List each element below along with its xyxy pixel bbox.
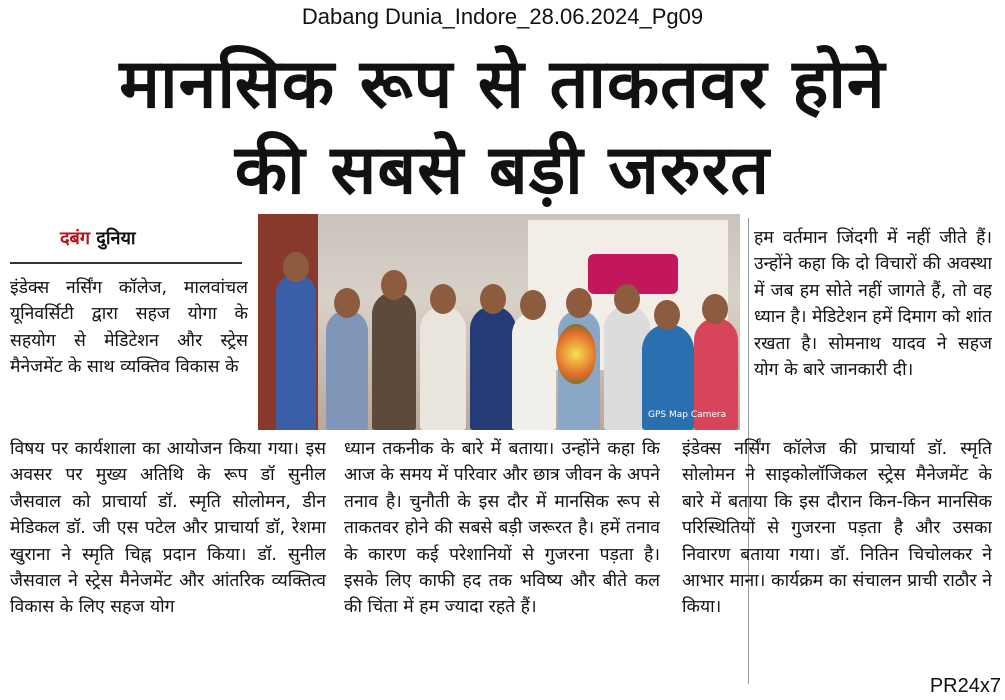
photo-watermark: GPS Map Camera xyxy=(648,410,727,420)
headline-line-2: की सबसे बड़ी जरुरत xyxy=(234,131,771,210)
person-5-head xyxy=(480,284,506,314)
size-code: PR24x7 xyxy=(929,675,1001,697)
article-column-2: ध्यान तकनीक के बारे में बताया। उन्होंने कहा कि आज के समय में परिवार और छात्र जीवन के अपने तनाव है। चुनौती के इस दौर में मानसिक रूप से ताकतवर होने की सबसे बड़ी जरूरत है। हमें तनाव के कारण कई परेशानियों से गुजरना पड़ता है। इसके लिए काफी हद तक भविष्य और बीते कल की चिंता में हम ज्यादा रहते हैं। xyxy=(344,439,660,618)
article-column-1-rest: विषय पर कार्यशाला का आयोजन किया गया। इस अवसर पर मुख्य अतिथि के रूप डॉ सुनील जैसवाल को प्राचार्या डॉ. स्मृति सोलोमन, डीन मेडिकल डॉ. जी एस पटेल और प्राचार्या डॉ, रेशमा खुराना ने स्मृति चिह्न प्रदान किया। डॉ. सुनील जैसवाल ने स्ट्रेस मैनेजमेंट और आंतरिक व्यक्तित्व विकास के लिए सहज योग xyxy=(10,439,326,618)
article-column-3-top: हम वर्तमान जिंदगी में नहीं जीते हैं। उन्होंने कहा कि दो विचारों की अवस्था में जब हम सोते नहीं जागते हैं, तो वह ध्यान है। मेडिटेशन हमें दिमाग को शांत रखता है। सोमनाथ यादव ने सहज योग के बारे जानकारी दी। xyxy=(754,228,992,381)
person-2 xyxy=(326,310,368,430)
person-5 xyxy=(470,306,516,430)
event-photo xyxy=(258,214,740,430)
person-4 xyxy=(420,306,466,430)
person-6 xyxy=(512,312,556,430)
headline-line-1: मानसिक रूप से ताकतवर होने xyxy=(119,45,886,124)
person-1-head xyxy=(283,252,309,282)
person-6-head xyxy=(520,290,546,320)
article-column-1-lead: इंडेक्स नर्सिंग कॉलेज, मालवांचल यूनिवर्सिटी द्वारा सहज योगा के सहयोग से मेडिटेशन और स्ट्रेस मैनेजमेंट के साथ व्यक्तिव विकास के xyxy=(10,278,248,378)
newspaper-masthead xyxy=(60,226,136,250)
person-1 xyxy=(276,274,316,430)
headline xyxy=(0,42,1005,214)
article-column-3-bottom: इंडेक्स नर्सिंग कॉलेज की प्राचार्या डॉ. स्मृति सोलोमन ने साइकोलॉजिकल स्ट्रेस मैनेजमेंट के बारे में बताया कि इस दौरान किन-किन मानसिक परिस्थितियों से गुजरना पड़ता है और उसका निवारण बताया गया। डॉ. नितिन चिचोलकर ने आभार माना। कार्यक्रम का संचालन प्राची राठौर ने किया। xyxy=(682,439,992,618)
person-10-head xyxy=(702,294,728,324)
bouquet xyxy=(556,324,596,384)
person-3-head xyxy=(381,270,407,300)
clipping-source: Dabang Dunia_Indore_28.06.2024_Pg09 xyxy=(301,4,704,29)
person-7-head xyxy=(566,288,592,318)
masthead-part-1: दबंग xyxy=(60,228,90,249)
person-2-head xyxy=(334,288,360,318)
person-4-head xyxy=(430,284,456,314)
person-3 xyxy=(372,292,416,430)
masthead-part-2: दुनिया xyxy=(96,228,136,249)
person-8-head xyxy=(614,284,640,314)
person-9-head xyxy=(654,300,680,330)
masthead-rule xyxy=(10,262,242,264)
